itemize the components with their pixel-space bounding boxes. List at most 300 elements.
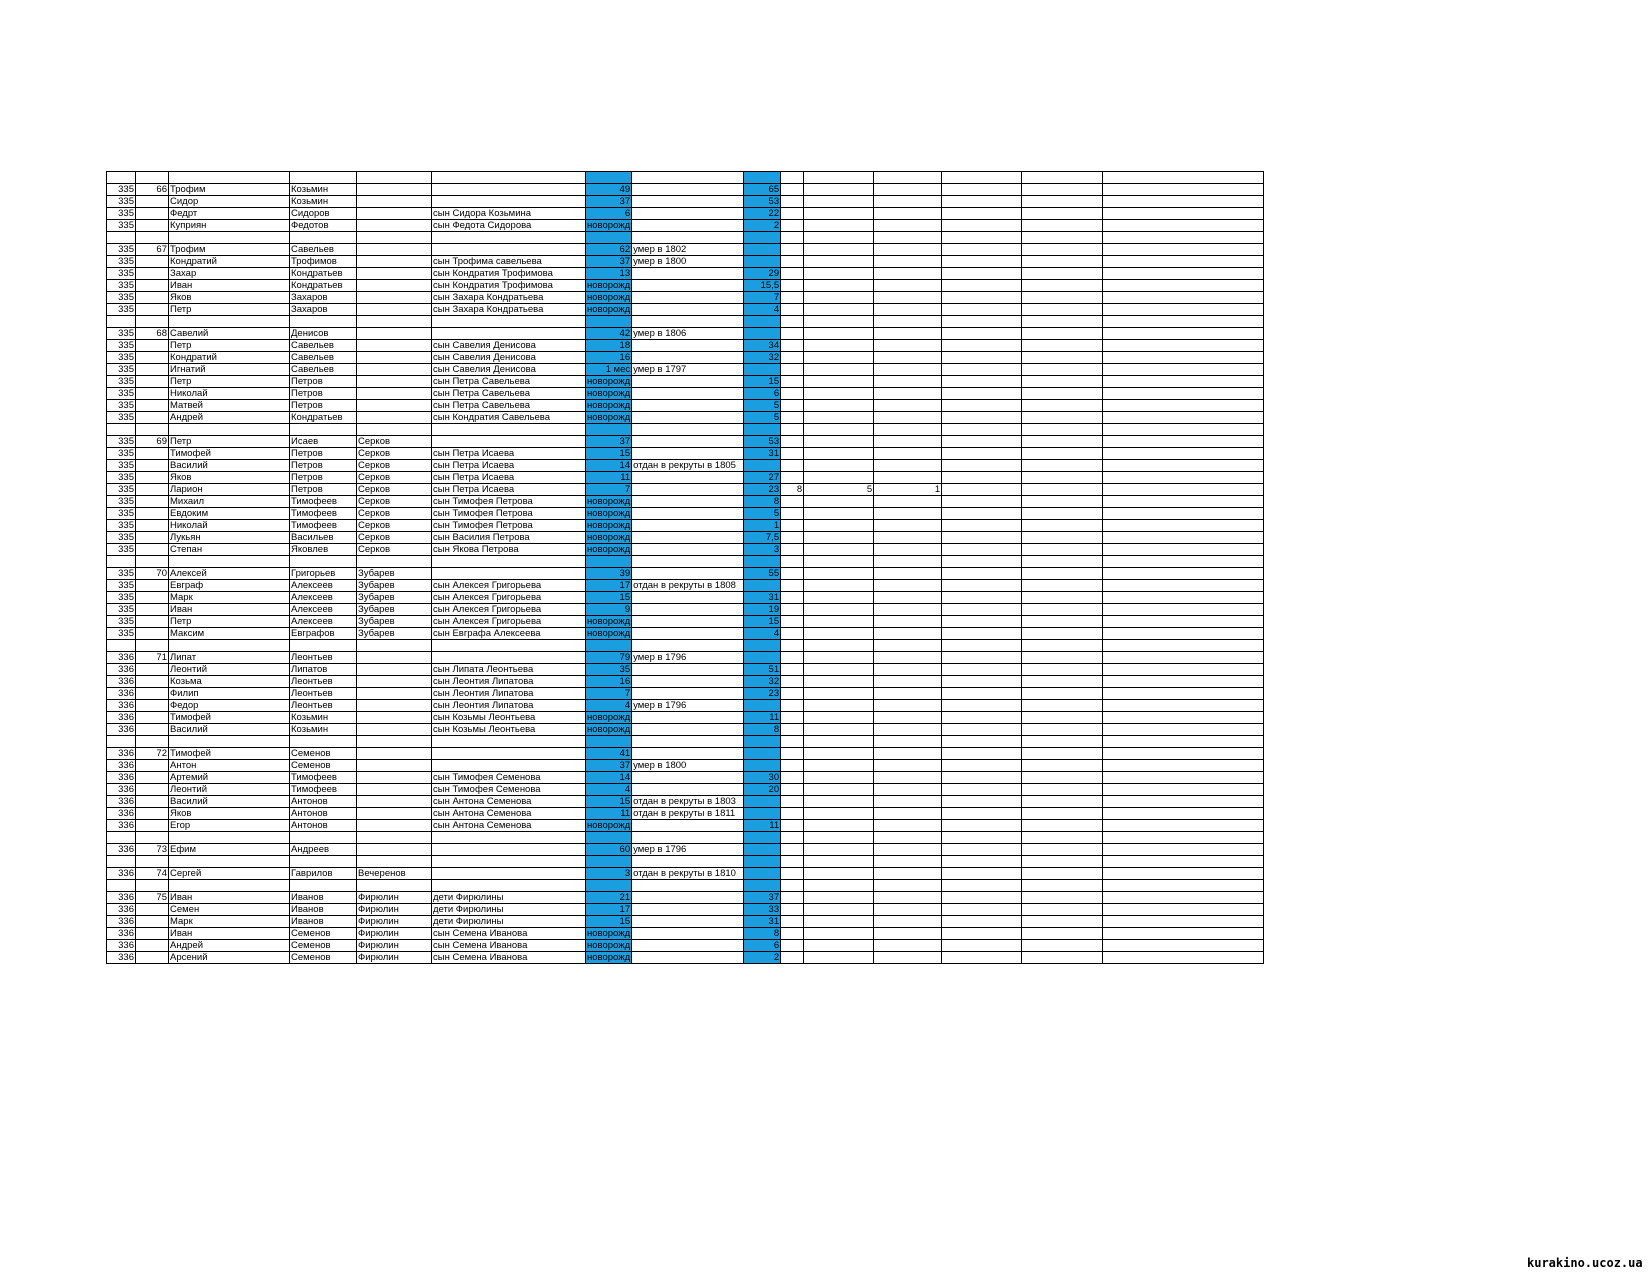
cell-age: новорожд <box>587 820 631 831</box>
cell-extra-6 <box>1103 364 1264 376</box>
cell-extra-5 <box>1022 352 1103 364</box>
table-row <box>107 928 1264 940</box>
cell-relation: сын Алексея Григорьева <box>432 616 586 628</box>
cell-extra-1 <box>781 712 804 724</box>
cell-relation: сын Кондратия Трофимова <box>432 268 586 280</box>
cell-extra-5 <box>1022 604 1103 616</box>
cell-extra-1 <box>781 196 804 208</box>
cell-extra-5 <box>1022 316 1103 328</box>
cell-volume <box>107 832 136 844</box>
cell-first-name: Ларион <box>169 484 290 496</box>
cell-volume: 335 <box>107 304 136 316</box>
cell-age: 37 <box>586 256 632 268</box>
cell-extra-1 <box>781 232 804 244</box>
cell-age: 11 <box>586 808 632 820</box>
cell-household-no <box>136 460 169 472</box>
cell-relation: сын Петра Савельева <box>432 376 586 388</box>
cell-first-name: Евдоким <box>169 508 290 520</box>
cell-extra-3 <box>874 676 942 688</box>
cell-note <box>632 472 744 484</box>
table-row <box>107 628 1264 640</box>
cell-volume: 335 <box>107 292 136 304</box>
cell-extra-6 <box>1103 928 1264 940</box>
cell-patronymic: Козьмин <box>290 196 357 208</box>
cell-patronymic: Тимофеев <box>290 508 357 520</box>
cell-extra-4 <box>942 436 1022 448</box>
cell-age-2: 53 <box>744 196 781 208</box>
cell-relation <box>432 652 586 664</box>
cell-note <box>632 724 744 736</box>
cell-first-name: Иван <box>169 892 290 904</box>
cell-household-no <box>136 364 169 376</box>
cell-extra-5 <box>1022 208 1103 220</box>
cell-household-no <box>136 232 169 244</box>
cell-extra-4 <box>942 172 1022 184</box>
cell-extra-3 <box>874 352 942 364</box>
cell-first-name: Сидор <box>169 196 290 208</box>
cell-surname <box>357 304 432 316</box>
cell-patronymic: Петров <box>290 484 357 496</box>
cell-volume: 336 <box>107 724 136 736</box>
cell-extra-1 <box>781 640 804 652</box>
cell-age: 6 <box>586 208 632 220</box>
cell-extra-1 <box>781 748 804 760</box>
cell-first-name <box>169 556 290 568</box>
cell-volume: 335 <box>107 520 136 532</box>
cell-surname: Зубарев <box>357 592 432 604</box>
cell-relation: сын Тимофея Петрова <box>432 520 586 532</box>
cell-extra-6 <box>1103 196 1264 208</box>
cell-surname <box>357 700 432 712</box>
cell-note <box>632 232 744 244</box>
cell-volume: 336 <box>107 688 136 700</box>
cell-first-name <box>169 880 290 892</box>
cell-note <box>632 880 744 892</box>
cell-volume <box>107 316 136 328</box>
cell-age-2 <box>744 316 781 328</box>
cell-age-2: 6 <box>744 940 781 952</box>
table-row <box>107 508 1264 520</box>
cell-extra-4 <box>942 892 1022 904</box>
cell-extra-4 <box>942 940 1022 952</box>
cell-note <box>632 856 744 868</box>
cell-age-2 <box>744 640 781 652</box>
cell-note <box>632 424 744 436</box>
cell-age-2 <box>744 580 781 592</box>
cell-age-2 <box>744 364 781 376</box>
cell-extra-3 <box>874 220 942 232</box>
cell-household-no <box>136 712 169 724</box>
cell-volume: 336 <box>107 652 136 664</box>
cell-age-2 <box>744 652 781 664</box>
cell-extra-2 <box>804 172 874 184</box>
cell-age: 49 <box>586 184 632 196</box>
cell-note <box>632 892 744 904</box>
cell-extra-5 <box>1022 244 1103 256</box>
cell-household-no <box>136 676 169 688</box>
cell-first-name: Максим <box>169 628 290 640</box>
cell-first-name: Тимофей <box>169 712 290 724</box>
cell-extra-2 <box>804 328 874 340</box>
cell-surname <box>357 640 432 652</box>
cell-extra-4 <box>942 664 1022 676</box>
cell-note <box>632 208 744 220</box>
cell-extra-3 <box>874 832 942 844</box>
cell-extra-6 <box>1103 892 1264 904</box>
cell-extra-6 <box>1103 304 1264 316</box>
cell-extra-3 <box>874 628 942 640</box>
cell-age-2 <box>744 796 781 808</box>
cell-surname <box>357 712 432 724</box>
cell-age: новорожд <box>587 292 631 303</box>
cell-extra-5 <box>1022 196 1103 208</box>
cell-surname <box>357 196 432 208</box>
cell-extra-4 <box>942 868 1022 880</box>
cell-age: новорожд <box>587 712 631 723</box>
cell-patronymic: Савельев <box>290 364 357 376</box>
cell-household-no <box>136 796 169 808</box>
cell-extra-2 <box>804 364 874 376</box>
cell-extra-5 <box>1022 700 1103 712</box>
cell-age-2: 15 <box>744 616 781 628</box>
cell-extra-2 <box>804 508 874 520</box>
cell-household-no <box>136 196 169 208</box>
cell-extra-3 <box>874 340 942 352</box>
cell-surname <box>357 832 432 844</box>
table-row <box>107 220 1264 232</box>
cell-extra-4 <box>942 508 1022 520</box>
cell-age <box>586 424 632 436</box>
cell-extra-1 <box>781 892 804 904</box>
cell-volume: 336 <box>107 772 136 784</box>
cell-extra-5 <box>1022 388 1103 400</box>
cell-patronymic: Козьмин <box>290 724 357 736</box>
table-row <box>107 736 1264 748</box>
cell-note <box>632 304 744 316</box>
table-row <box>107 760 1264 772</box>
table-row <box>107 412 1264 424</box>
cell-household-no <box>136 820 169 832</box>
cell-extra-6 <box>1103 400 1264 412</box>
cell-extra-2 <box>804 400 874 412</box>
cell-extra-5 <box>1022 424 1103 436</box>
cell-note <box>632 484 744 496</box>
table-row <box>107 556 1264 568</box>
cell-extra-1 <box>781 580 804 592</box>
cell-household-no <box>136 172 169 184</box>
cell-extra-2 <box>804 676 874 688</box>
cell-extra-1 <box>781 868 804 880</box>
cell-volume: 335 <box>107 628 136 640</box>
cell-surname: Фирюлин <box>357 952 432 964</box>
cell-volume: 336 <box>107 928 136 940</box>
cell-extra-2 <box>804 952 874 964</box>
cell-age: 37 <box>586 760 632 772</box>
cell-extra-6 <box>1103 868 1264 880</box>
cell-age <box>586 640 632 652</box>
cell-surname: Серков <box>357 508 432 520</box>
cell-surname <box>357 724 432 736</box>
cell-relation <box>432 244 586 256</box>
cell-extra-1 <box>781 496 804 508</box>
cell-patronymic <box>290 424 357 436</box>
cell-note <box>632 184 744 196</box>
cell-extra-1 <box>781 544 804 556</box>
cell-extra-4 <box>942 268 1022 280</box>
cell-household-no: 75 <box>136 892 169 904</box>
cell-first-name: Федор <box>169 700 290 712</box>
cell-extra-6 <box>1103 352 1264 364</box>
table-row <box>107 208 1264 220</box>
cell-surname <box>357 856 432 868</box>
cell-household-no <box>136 400 169 412</box>
cell-extra-5 <box>1022 736 1103 748</box>
cell-extra-1 <box>781 508 804 520</box>
cell-age: 15 <box>586 796 632 808</box>
cell-relation: сын Петра Исаева <box>432 472 586 484</box>
cell-age: новорожд <box>587 280 631 291</box>
cell-first-name <box>169 316 290 328</box>
cell-surname <box>357 556 432 568</box>
cell-patronymic: Савельев <box>290 352 357 364</box>
cell-volume: 335 <box>107 544 136 556</box>
cell-extra-1 <box>781 364 804 376</box>
cell-extra-1 <box>781 760 804 772</box>
cell-volume: 335 <box>107 340 136 352</box>
cell-extra-3 <box>874 664 942 676</box>
cell-note <box>632 388 744 400</box>
cell-extra-3 <box>874 460 942 472</box>
cell-note <box>632 448 744 460</box>
cell-extra-3 <box>874 472 942 484</box>
cell-extra-3 <box>874 592 942 604</box>
cell-extra-6 <box>1103 760 1264 772</box>
cell-household-no: 68 <box>136 328 169 340</box>
cell-surname: Фирюлин <box>357 928 432 940</box>
cell-extra-3 <box>874 544 942 556</box>
cell-age-2 <box>744 856 781 868</box>
cell-extra-5 <box>1022 760 1103 772</box>
cell-patronymic: Алексеев <box>290 604 357 616</box>
table-row <box>107 184 1264 196</box>
cell-first-name: Сергей <box>169 868 290 880</box>
cell-volume: 336 <box>107 676 136 688</box>
cell-extra-5 <box>1022 580 1103 592</box>
cell-extra-2 <box>804 208 874 220</box>
cell-first-name: Иван <box>169 928 290 940</box>
cell-extra-6 <box>1103 820 1264 832</box>
cell-surname: Серков <box>357 520 432 532</box>
cell-extra-1 <box>781 292 804 304</box>
cell-relation <box>432 868 586 880</box>
cell-surname <box>357 400 432 412</box>
cell-note: умер в 1806 <box>632 328 744 340</box>
cell-extra-2 <box>804 940 874 952</box>
cell-patronymic <box>290 232 357 244</box>
cell-extra-2 <box>804 220 874 232</box>
cell-extra-2 <box>804 664 874 676</box>
cell-age: 79 <box>586 652 632 664</box>
cell-note <box>632 292 744 304</box>
cell-first-name: Арсений <box>169 952 290 964</box>
cell-age-2: 31 <box>744 592 781 604</box>
table-row <box>107 568 1264 580</box>
cell-extra-5 <box>1022 724 1103 736</box>
cell-extra-2 <box>804 544 874 556</box>
cell-extra-5 <box>1022 664 1103 676</box>
cell-extra-2 <box>804 340 874 352</box>
cell-extra-6 <box>1103 676 1264 688</box>
cell-surname <box>357 772 432 784</box>
cell-surname <box>357 676 432 688</box>
cell-extra-4 <box>942 592 1022 604</box>
cell-note <box>632 412 744 424</box>
cell-surname: Серков <box>357 436 432 448</box>
cell-surname <box>357 688 432 700</box>
cell-extra-2 <box>804 268 874 280</box>
cell-extra-3 <box>874 940 942 952</box>
cell-household-no <box>136 484 169 496</box>
table-row <box>107 448 1264 460</box>
cell-extra-2 <box>804 724 874 736</box>
cell-surname <box>357 748 432 760</box>
cell-volume <box>107 640 136 652</box>
cell-surname <box>357 652 432 664</box>
cell-extra-3 <box>874 784 942 796</box>
cell-age-2 <box>744 832 781 844</box>
cell-extra-2: 5 <box>804 484 874 496</box>
cell-relation: сын Семена Иванова <box>432 940 586 952</box>
cell-first-name <box>169 736 290 748</box>
cell-patronymic: Савельев <box>290 244 357 256</box>
cell-household-no <box>136 940 169 952</box>
table-row <box>107 940 1264 952</box>
cell-extra-1 <box>781 592 804 604</box>
cell-first-name: Артемий <box>169 772 290 784</box>
cell-note <box>632 952 744 964</box>
cell-note <box>632 496 744 508</box>
cell-extra-5 <box>1022 844 1103 856</box>
table-row <box>107 352 1264 364</box>
table-row <box>107 340 1264 352</box>
cell-first-name <box>169 640 290 652</box>
cell-relation: сын Тимофея Петрова <box>432 508 586 520</box>
cell-note: умер в 1796 <box>632 652 744 664</box>
cell-extra-4 <box>942 628 1022 640</box>
cell-extra-1 <box>781 184 804 196</box>
cell-extra-3 <box>874 760 942 772</box>
cell-age: новорожд <box>587 628 631 639</box>
cell-extra-5 <box>1022 508 1103 520</box>
cell-extra-5 <box>1022 280 1103 292</box>
cell-extra-2 <box>804 556 874 568</box>
cell-extra-5 <box>1022 340 1103 352</box>
cell-extra-3 <box>874 808 942 820</box>
cell-extra-1 <box>781 280 804 292</box>
cell-note <box>632 628 744 640</box>
cell-note <box>632 316 744 328</box>
cell-extra-6 <box>1103 268 1264 280</box>
cell-relation: сын Тимофея Петрова <box>432 496 586 508</box>
cell-extra-4 <box>942 328 1022 340</box>
cell-first-name: Куприян <box>169 220 290 232</box>
cell-extra-5 <box>1022 940 1103 952</box>
cell-relation: дети Фирюлины <box>432 892 586 904</box>
cell-extra-2 <box>804 820 874 832</box>
cell-relation: сын Савелия Денисова <box>432 352 586 364</box>
cell-surname: Зубарев <box>357 604 432 616</box>
cell-extra-5 <box>1022 412 1103 424</box>
cell-volume <box>107 880 136 892</box>
cell-first-name: Петр <box>169 436 290 448</box>
cell-volume: 336 <box>107 904 136 916</box>
cell-household-no <box>136 664 169 676</box>
cell-extra-5 <box>1022 952 1103 964</box>
cell-first-name: Семен <box>169 904 290 916</box>
cell-extra-6 <box>1103 244 1264 256</box>
cell-age-2: 32 <box>744 676 781 688</box>
cell-extra-2 <box>804 280 874 292</box>
cell-age-2 <box>744 328 781 340</box>
cell-note <box>632 712 744 724</box>
cell-age: 18 <box>586 340 632 352</box>
cell-patronymic: Леонтьев <box>290 700 357 712</box>
cell-volume: 336 <box>107 868 136 880</box>
cell-extra-2 <box>804 760 874 772</box>
cell-volume: 335 <box>107 196 136 208</box>
table-row <box>107 700 1264 712</box>
cell-extra-5 <box>1022 184 1103 196</box>
cell-age-2: 8 <box>744 724 781 736</box>
cell-surname: Фирюлин <box>357 904 432 916</box>
cell-extra-3 <box>874 436 942 448</box>
cell-extra-3 <box>874 196 942 208</box>
cell-extra-6 <box>1103 184 1264 196</box>
cell-relation: сын Петра Исаева <box>432 484 586 496</box>
cell-extra-4 <box>942 520 1022 532</box>
cell-patronymic: Семенов <box>290 748 357 760</box>
table-row <box>107 796 1264 808</box>
cell-household-no <box>136 880 169 892</box>
cell-first-name: Марк <box>169 916 290 928</box>
cell-extra-6 <box>1103 520 1264 532</box>
cell-age-2 <box>744 736 781 748</box>
cell-patronymic: Трофимов <box>290 256 357 268</box>
cell-extra-5 <box>1022 532 1103 544</box>
cell-extra-1 <box>781 268 804 280</box>
cell-extra-3 <box>874 712 942 724</box>
cell-patronymic: Гаврилов <box>290 868 357 880</box>
cell-extra-1 <box>781 460 804 472</box>
cell-patronymic: Петров <box>290 400 357 412</box>
cell-age: новорожд <box>587 952 631 963</box>
cell-age: 4 <box>586 700 632 712</box>
cell-first-name <box>169 172 290 184</box>
cell-first-name: Тимофей <box>169 448 290 460</box>
cell-volume: 335 <box>107 616 136 628</box>
cell-extra-5 <box>1022 172 1103 184</box>
cell-extra-3 <box>874 496 942 508</box>
cell-age <box>586 316 632 328</box>
cell-age-2: 23 <box>744 688 781 700</box>
cell-volume: 336 <box>107 712 136 724</box>
cell-age-2: 8 <box>744 928 781 940</box>
cell-note: отдан в рекруты в 1810 <box>632 868 744 880</box>
cell-extra-6 <box>1103 952 1264 964</box>
cell-relation: сын Козьмы Леонтьева <box>432 712 586 724</box>
cell-first-name: Николай <box>169 520 290 532</box>
cell-extra-6 <box>1103 640 1264 652</box>
